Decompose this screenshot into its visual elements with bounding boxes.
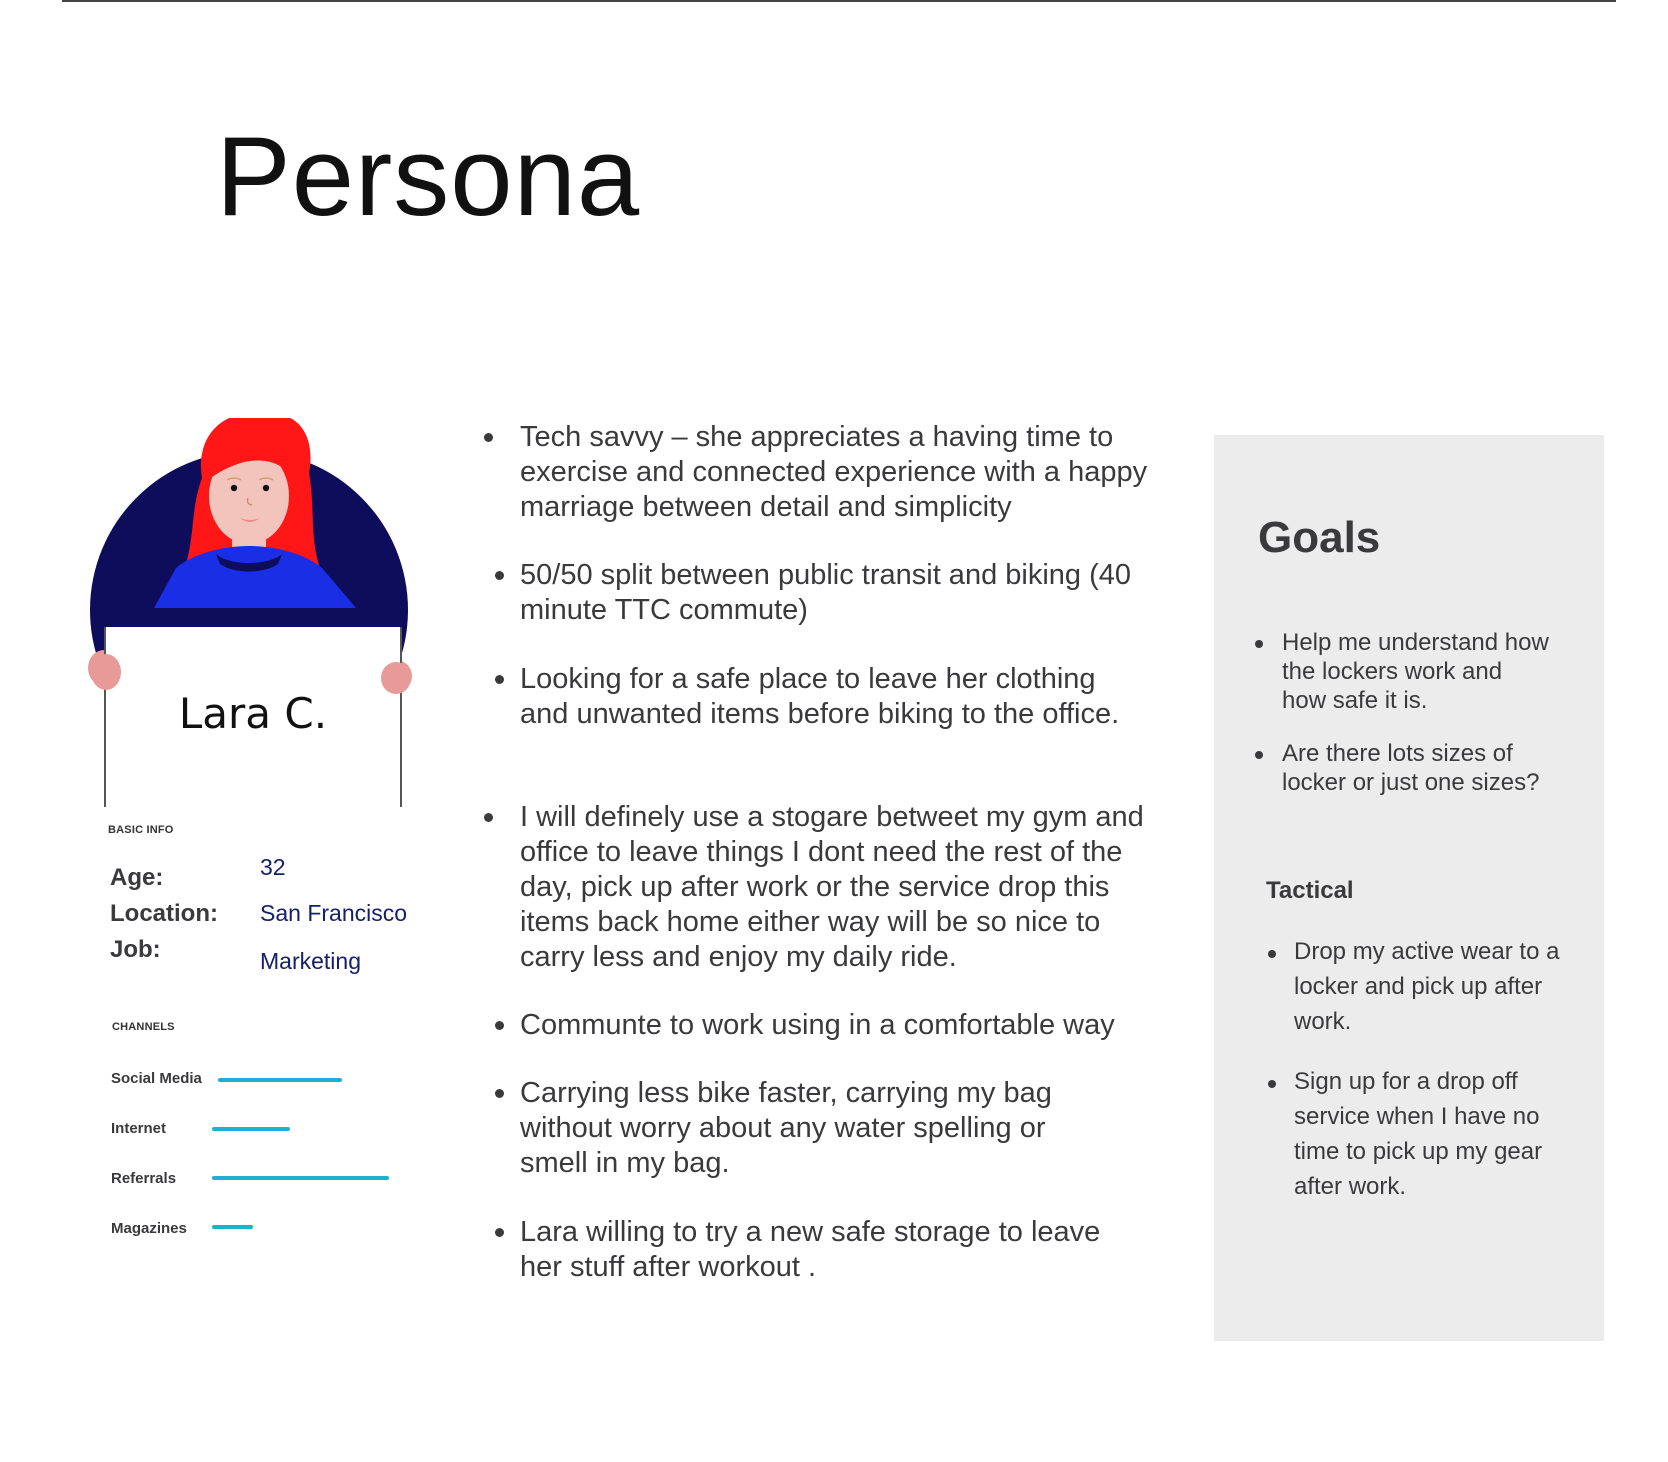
left-thumb-icon [91,654,121,690]
channels-caption: CHANNELS [112,1021,175,1033]
tactical-title: Tactical [1266,877,1354,904]
goals-title: Goals [1258,513,1381,562]
right-eye-icon [263,485,269,491]
bullet-icon [495,1228,504,1237]
bullet-text: Communte to work using in a comfortable way [520,1009,1115,1041]
info-label: Location: [110,900,218,927]
info-label: Job: [110,936,161,963]
tactical-item: Drop my active wear to a locker and pick up after work. [1294,938,1560,1035]
page-title: Persona [216,114,641,239]
channel-track-social-media [218,1078,418,1082]
info-value: 32 [260,854,286,880]
bullet-text: Carrying less bike faster, carrying my bag without worry about any water spelling or smell in my bag. [520,1077,1052,1179]
bullet-icon [484,813,493,822]
info-row-job [110,936,450,976]
bullet-text: 50/50 split between public transit and biking (40 minute TTC commute) [520,559,1131,626]
info-row-location [110,898,450,938]
tactical-item: Sign up for a drop off service when I have no time to pick up my gear after work. [1294,1068,1543,1200]
info-label: Age: [110,864,164,891]
channel-track-referrals [212,1176,398,1180]
top-divider [62,0,1616,2]
basic-info-caption: BASIC INFO [108,824,174,836]
goals-panel [1214,435,1604,1341]
bullet-icon [1268,950,1276,958]
channel-label: Magazines [111,1220,187,1237]
channel-bar [218,1078,342,1082]
bullet-icon [495,1089,504,1098]
bullet-text: I will definely use a stogare betweet my gym and office to leave things I dont need the rest of the day, pick up after work or the service drop this items back home either way will be so nice to carry less and enjoy my daily ride. [520,801,1144,973]
bullet-icon [495,571,504,580]
goal-item: Are there lots sizes of locker or just one sizes? [1282,740,1540,796]
left-eye-icon [231,485,237,491]
channel-label: Internet [111,1120,167,1137]
channel-track-magazines [212,1225,398,1229]
channel-bar [212,1225,253,1229]
bullet-text: Tech savvy – she appreciates a having time to exercise and connected experience with a happy marriage between detail and simplicity [520,421,1148,523]
bullet-icon [1268,1080,1276,1088]
channel-bar [212,1176,389,1180]
channel-label: Social Media [111,1070,202,1087]
channel-track-internet [212,1127,398,1131]
info-value: Marketing [260,948,361,974]
bullet-text: Lara willing to try a new safe storage to leave her stuff after workout . [520,1216,1101,1283]
bullet-text: Looking for a safe place to leave her clothing and unwanted items before biking to the office. [520,663,1120,730]
bullet-icon [1255,751,1263,759]
bullet-icon [495,675,504,684]
info-value: San Francisco [260,900,408,926]
info-row-age [110,854,450,900]
right-thumb-icon [381,662,411,694]
bullet-icon [1255,640,1263,648]
holding-hands [84,650,424,710]
persona-name: Lara C. [178,689,328,738]
bullet-icon [484,433,493,442]
channel-label: Referrals [111,1170,177,1187]
goal-item: Help me understand how the lockers work and how safe it is. [1282,629,1549,714]
bullet-icon [495,1021,504,1030]
channel-bar [212,1127,290,1131]
